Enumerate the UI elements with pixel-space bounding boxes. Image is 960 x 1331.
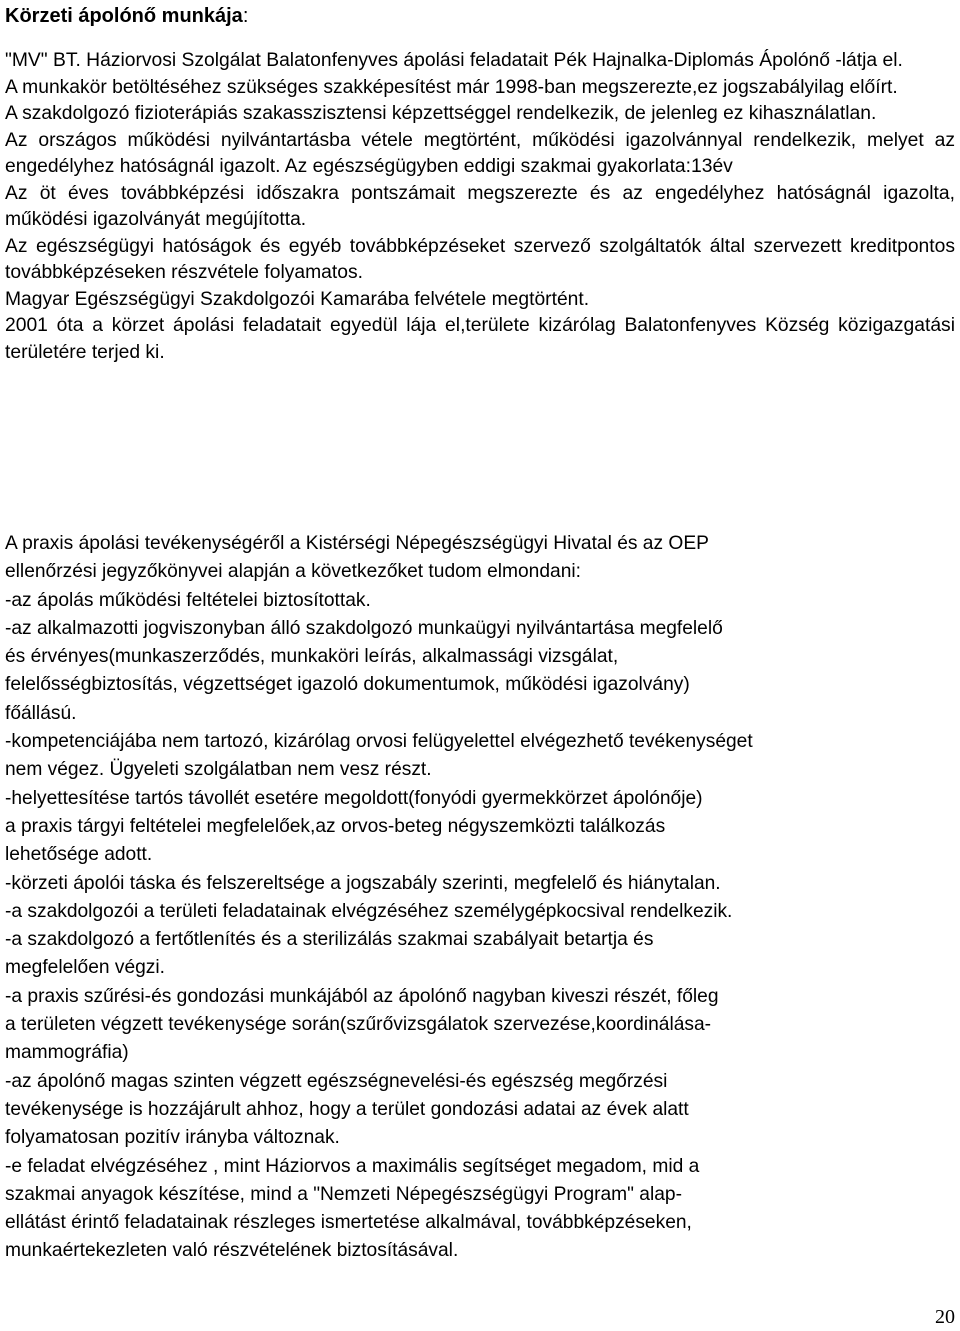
heading-title: Körzeti ápolónő munkája	[5, 5, 243, 27]
text-line: folyamatosan pozitív irányba változnak.	[5, 1127, 340, 1149]
text-line: mammográfia)	[5, 1042, 129, 1064]
paragraph: Magyar Egészségügyi Szakdolgozói Kamarába felvétele megtörtént.	[5, 288, 590, 310]
paragraph: A szakdolgozó fizioterápiás szakasszisztensi képzettséggel rendelkezik, de jelenleg ez kihasználatlan.	[5, 103, 877, 124]
text-line: főállású.	[5, 702, 77, 724]
text-line: megfelelően végzi.	[5, 957, 165, 979]
text-line: lehetősége adott.	[5, 844, 153, 866]
text-line: -az ápolónő magas szinten végzett egészségnevelési-és egészség megőrzési	[5, 1070, 668, 1092]
text-line: -a szakdolgozói a területi feladatainak elvégzéséhez személygépkocsival rendelkezik.	[5, 900, 733, 922]
text-line: -a szakdolgozó a fertőtlenítés és a sterilizálás szakmai szabályait betartja és	[5, 929, 654, 951]
paragraph: Az öt éves továbbképzési időszakra pontszámait megszerezte és az engedélyhez hatóságnál igazolta, működési igazolványát megújította.	[5, 182, 955, 230]
text-line: ellenőrzési jegyzőkönyvei alapján a következőket tudom elmondani:	[5, 561, 581, 583]
paragraph: A munkakör betöltéséhez szükséges szakképesítést már 1998-ban megszerezte,ez jogszabályilag előírt.	[5, 76, 898, 98]
text-line: és érvényes(munkaszerződés, munkaköri leírás, alkalmassági vizsgálat,	[5, 646, 619, 668]
page-heading	[5, 2, 248, 30]
nurse-qualifications-section	[5, 48, 955, 366]
text-line: nem végez. Ügyeleti szolgálatban nem vesz részt.	[5, 759, 432, 781]
text-line: -a praxis szűrési-és gondozási munkájából az ápolónő nagyban kiveszi részét, főleg	[5, 985, 719, 1007]
page-number: 20	[935, 1306, 955, 1328]
text-line: -az alkalmazotti jogviszonyban álló szakdolgozó munkaügyi nyilvántartása megfelelő	[5, 617, 723, 639]
text-line: -kompetenciájába nem tartozó, kizárólag orvosi felügyelettel elvégezhető tevékenységet	[5, 731, 753, 753]
paragraph: Az országos működési nyilvántartásba vétele megtörtént, működési igazolvánnyal rendelkezik, melyet az engedélyhez hatóságnál igazolt. Az egészségügyben eddigi szakmai gyakorlata:13év	[5, 129, 955, 177]
text-line: a területen végzett tevékenysége során(szűrővizsgálatok szervezése,koordinálása-	[5, 1014, 712, 1036]
text-line: -az ápolás működési feltételei biztosítottak.	[5, 589, 371, 611]
paragraph: "MV" BT. Háziorvosi Szolgálat Balatonfenyves ápolási feladatait Pék Hajnalka-Diplomás Ápolónő -látja el.	[5, 50, 903, 71]
text-line: munkaértekezleten való részvételének biztosításával.	[5, 1240, 459, 1262]
text-line: A praxis ápolási tevékenységéről a Kistérségi Népegészségügyi Hivatal és az OEP	[5, 533, 709, 554]
heading-colon: :	[242, 5, 249, 27]
text-line: -e feladat elvégzéséhez , mint Háziorvos a maximális segítséget megadom, mid a	[5, 1155, 700, 1177]
text-line: ellátást érintő feladatainak részleges ismertetése alkalmával, továbbképzéseken,	[5, 1212, 692, 1234]
paragraph: Az egészségügyi hatóságok és egyéb továbbképzéseket szervező szolgáltatók által szervezett kreditpontos továbbképzéseken részvétele folyamatos.	[5, 235, 955, 283]
text-line: szakmai anyagok készítése, mind a "Nemzeti Népegészségügyi Program" alap-	[5, 1183, 682, 1205]
text-line: tevékenysége is hozzájárult ahhoz, hogy a terület gondozási adatai az évek alatt	[5, 1098, 689, 1120]
inspection-findings-section	[5, 530, 955, 1266]
paragraph: 2001 óta a körzet ápolási feladatait egyedül lája el,területe kizárólag Balatonfenyves Község közigazgatási területére terjed ki.	[5, 315, 955, 363]
text-line: felelősségbiztosítás, végzettséget igazoló dokumentumok, működési igazolvány)	[5, 674, 690, 696]
text-line: -helyettesítése tartós távollét esetére megoldott(fonyódi gyermekkörzet ápolónője)	[5, 787, 703, 809]
text-line: -körzeti ápolói táska és felszereltsége a jogszabály szerinti, megfelelő és hiánytalan.	[5, 872, 721, 894]
text-line: a praxis tárgyi feltételei megfelelőek,az orvos-beteg négyszemközti találkozás	[5, 815, 666, 837]
